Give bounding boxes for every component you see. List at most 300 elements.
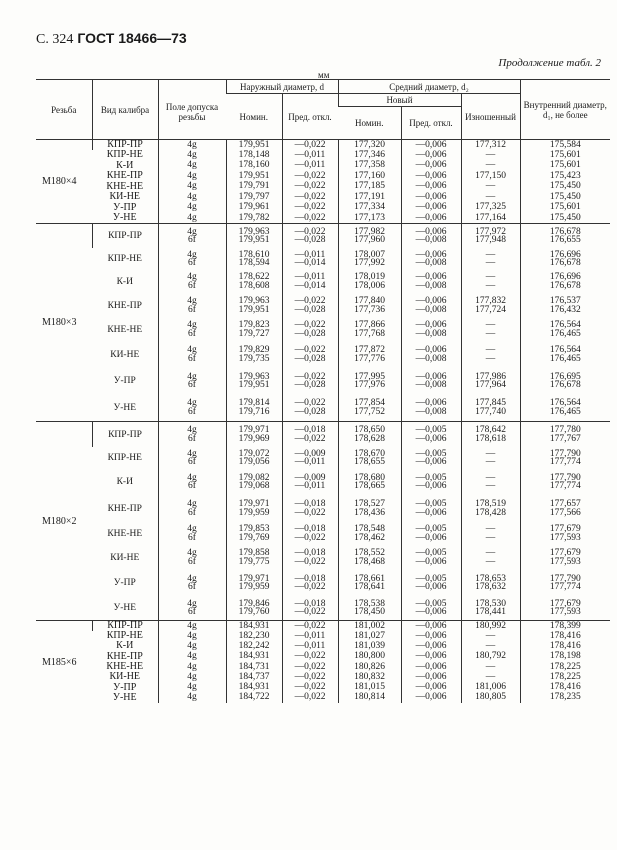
cell-value: 6f (188, 280, 196, 291)
value-cell-d2 (338, 182, 401, 193)
value-cell-d2 (338, 140, 401, 151)
cell-value: —0,022 (294, 532, 326, 543)
cell-value: 178,632 (475, 582, 506, 593)
cell-value: 179,716 (238, 406, 270, 417)
value-cell-tol (158, 150, 226, 161)
value-cell-dd (282, 447, 338, 470)
gauge-type-cell: К-И (116, 159, 134, 171)
value-cell-d2 (338, 271, 401, 294)
cell-value: —0,006 (415, 641, 447, 651)
cell-value: 178,665 (354, 481, 385, 492)
value-cell-d1 (520, 545, 610, 571)
value-cell-d2d (401, 470, 461, 496)
cell-value: 179,782 (238, 212, 270, 223)
gauge-type-cell: К-И (116, 640, 134, 652)
cell-value: 178,653 (475, 573, 506, 584)
cell-value: 177,866 (354, 320, 385, 331)
cell-value: 177,774 (549, 582, 581, 593)
cell-value: 4g (187, 139, 197, 150)
cell-value: 177,320 (354, 139, 385, 150)
cell-value: —0,011 (294, 630, 326, 641)
value-cell-d (226, 495, 282, 523)
cell-value: 4g (187, 651, 197, 662)
gauge-type-cell: КНЕ-НЕ (107, 324, 143, 335)
cell-value: —0,011 (294, 272, 326, 283)
cell-value: 177,679 (549, 548, 581, 559)
gauge-type-cell: К-И (116, 276, 133, 287)
value-cell-worn (461, 394, 520, 422)
value-cell-d (226, 161, 282, 172)
table-row (36, 271, 610, 294)
cell-value: 178,468 (354, 556, 385, 567)
cell-value: 176,564 (549, 398, 581, 408)
value-cell-d2 (338, 224, 401, 249)
cell-value: 177,679 (549, 524, 581, 535)
header-new: Новый (338, 94, 461, 107)
gauge-type-cell: КНЕ-ПР (107, 300, 142, 311)
cell-value: 177,312 (475, 139, 506, 150)
value-cell-d2d (401, 641, 461, 651)
gauge-type-cell: КПР-НЕ (107, 254, 142, 265)
value-cell-tol (158, 495, 226, 523)
cell-value: 181,002 (354, 620, 385, 631)
cell-value: 177,768 (354, 328, 385, 339)
cell-value: 6f (188, 481, 196, 492)
cell-value: 178,527 (354, 499, 385, 510)
cell-value: 179,959 (238, 507, 270, 518)
value-cell-d (226, 369, 282, 395)
gauge-type-cell: КИ-НЕ (109, 191, 141, 203)
value-cell-worn (461, 422, 520, 448)
value-cell-dd (282, 224, 338, 249)
cell-value: 4g (187, 472, 197, 483)
table-row (36, 672, 610, 682)
value-cell-d2 (338, 470, 401, 496)
cell-value: 177,679 (549, 598, 581, 609)
table-row (36, 693, 610, 703)
value-cell-d1 (520, 447, 610, 470)
cell-value: —0,005 (415, 499, 447, 510)
gauge-type-cell: КНЕ-ПР (106, 650, 143, 662)
value-cell-tol (158, 447, 226, 470)
cell-value: 177,986 (475, 371, 506, 382)
cell-value: — (485, 630, 496, 641)
gauge-type-cell: КПР-НЕ (106, 149, 143, 161)
cell-value: 180,792 (475, 651, 506, 662)
cell-value: —0,008 (415, 304, 447, 315)
cell-value: —0,006 (415, 651, 447, 662)
thread-designation: М180×3 (36, 224, 92, 422)
cell-value: —0,005 (415, 472, 447, 483)
cell-value: 4g (187, 149, 197, 160)
cell-value: 4g (187, 212, 197, 223)
cell-value: 177,173 (354, 212, 385, 223)
cell-value: 179,963 (238, 371, 270, 382)
cell-value: 6f (188, 235, 196, 245)
cell-value: 177,740 (475, 406, 506, 417)
cell-value: —0,005 (415, 598, 447, 609)
header-gauge-type: Вид калибра (92, 80, 158, 140)
cell-value: 176,564 (549, 345, 581, 356)
gauge-type-cell: КНЕ-НЕ (107, 528, 143, 539)
cell-value: 4g (187, 548, 197, 559)
gauge-type-cell: У-ПР (113, 201, 137, 213)
value-cell-d (226, 140, 282, 151)
value-cell-d (226, 672, 282, 682)
cell-value: 177,593 (549, 556, 581, 567)
units-label: мм (318, 70, 330, 80)
cell-value: 6f (188, 607, 196, 617)
cell-value: 6f (188, 353, 196, 364)
value-cell-d2d (401, 394, 461, 422)
value-cell-d1 (520, 213, 610, 224)
cell-value: 178,594 (238, 258, 270, 269)
header-mean-nominal: Номин. (338, 107, 401, 140)
cell-value: 179,963 (238, 296, 270, 307)
cell-value: 4g (187, 692, 197, 703)
value-cell-dd (282, 662, 338, 672)
value-cell-d2 (338, 631, 401, 641)
value-cell-d1 (520, 369, 610, 395)
cell-value: —0,022 (294, 320, 326, 331)
value-cell-tol (158, 248, 226, 271)
value-cell-d2d (401, 571, 461, 597)
cell-value: 176,696 (549, 249, 581, 260)
value-cell-d2 (338, 369, 401, 395)
value-cell-d (226, 224, 282, 249)
cell-value: —0,011 (294, 160, 326, 171)
value-cell-d2 (338, 394, 401, 422)
cell-value: —0,006 (415, 212, 447, 223)
value-cell-d2d (401, 140, 461, 151)
cell-value: 4g (187, 630, 197, 641)
value-cell-d2d (401, 662, 461, 672)
cell-value: —0,005 (415, 548, 447, 559)
value-cell-worn (461, 682, 520, 692)
header-inner-diameter: Внутренний диаметр, d₁, не более (520, 80, 610, 140)
value-cell-d2d (401, 182, 461, 193)
cell-value: — (485, 448, 496, 459)
cell-value: 179,959 (238, 582, 270, 593)
cell-value: —0,018 (294, 499, 326, 510)
cell-value: —0,022 (294, 661, 326, 672)
cell-value: 177,325 (475, 202, 506, 213)
cell-value: —0,006 (415, 320, 447, 331)
value-cell-d (226, 523, 282, 546)
value-cell-tol (158, 631, 226, 641)
cell-value: 178,462 (354, 532, 385, 543)
cell-value: —0,022 (294, 556, 326, 567)
value-cell-worn (461, 271, 520, 294)
cell-value: 182,242 (238, 641, 270, 651)
value-cell-tol (158, 271, 226, 294)
cell-value: —0,022 (294, 226, 326, 237)
value-cell-dd (282, 571, 338, 597)
cell-value: — (485, 671, 496, 682)
cell-value: 176,432 (549, 304, 581, 315)
cell-value: 178,628 (354, 433, 385, 444)
value-cell-d2 (338, 341, 401, 369)
cell-value: 4g (187, 524, 197, 535)
cell-value: 179,082 (238, 472, 270, 483)
value-cell-dd (282, 248, 338, 271)
value-cell-d (226, 652, 282, 662)
value-cell-tol (158, 394, 226, 422)
value-cell-worn (461, 248, 520, 271)
table-row (36, 293, 610, 319)
value-cell-tol (158, 213, 226, 224)
value-cell-d2d (401, 495, 461, 523)
cell-value: — (485, 548, 496, 559)
value-cell-dd (282, 319, 338, 342)
gauge-type-cell: КИ-НЕ (109, 671, 141, 683)
cell-value: —0,006 (415, 630, 447, 641)
value-cell-d1 (520, 341, 610, 369)
value-cell-d2 (338, 672, 401, 682)
cell-value: 180,814 (354, 692, 385, 703)
cell-value: 179,760 (238, 607, 270, 617)
cell-value: 181,039 (354, 641, 385, 651)
cell-value: 178,007 (354, 249, 385, 260)
cell-value: 179,797 (238, 191, 270, 202)
cell-value: —0,009 (294, 448, 326, 459)
header-tolerance: Поле допуска резьбы (158, 80, 226, 140)
cell-value: 178,006 (354, 280, 385, 291)
header-outer-nominal: Номин. (226, 94, 282, 140)
value-cell-d2 (338, 545, 401, 571)
cell-value: 179,846 (238, 598, 270, 609)
value-cell-d2d (401, 213, 461, 224)
cell-value: 175,584 (549, 139, 581, 150)
value-cell-d2 (338, 422, 401, 448)
header-worn: Изношенный (461, 94, 520, 140)
value-cell-d2d (401, 693, 461, 703)
cell-value: 4g (187, 249, 197, 260)
value-cell-worn (461, 224, 520, 249)
gauge-type-cell: У-ПР (113, 376, 136, 387)
gauge-type-cell: К-И (116, 477, 133, 488)
cell-value: 177,832 (475, 296, 506, 307)
gauge-type-cell: У-НЕ (112, 212, 137, 223)
cell-value: 175,601 (549, 202, 581, 213)
cell-value: —0,028 (294, 328, 326, 339)
cell-value: 178,160 (238, 160, 270, 171)
value-cell-d1 (520, 571, 610, 597)
value-cell-d (226, 192, 282, 203)
cell-value: — (485, 524, 496, 535)
cell-value: 177,185 (354, 181, 385, 192)
cell-value: —0,006 (415, 191, 447, 202)
value-cell-d1 (520, 192, 610, 203)
cell-value: 177,724 (475, 304, 506, 315)
cell-value: — (485, 641, 496, 651)
value-cell-dd (282, 271, 338, 294)
value-cell-tol (158, 182, 226, 193)
cell-value: 177,840 (354, 296, 385, 307)
value-cell-dd (282, 394, 338, 422)
cell-value: 177,334 (354, 202, 385, 213)
gauge-type-cell: КПР-НЕ (106, 630, 143, 642)
header-outer-deviation: Пред. откл. (282, 94, 338, 140)
table-row (36, 171, 610, 182)
value-cell-dd (282, 161, 338, 172)
cell-value: —0,028 (294, 380, 326, 391)
cell-value: 180,826 (354, 661, 385, 672)
cell-value: —0,005 (415, 448, 447, 459)
cell-value: —0,011 (294, 149, 326, 160)
value-cell-d (226, 596, 282, 621)
cell-value: 178,661 (354, 573, 385, 584)
cell-value: —0,005 (415, 524, 447, 535)
cell-value: 176,696 (549, 272, 581, 283)
value-cell-d (226, 447, 282, 470)
cell-value: 4g (187, 620, 197, 631)
gauge-type-cell: КПР-ПР (92, 621, 158, 632)
cell-value: 181,006 (475, 682, 506, 693)
cell-value: —0,006 (415, 170, 447, 181)
value-cell-d2 (338, 319, 401, 342)
cell-value: 6f (188, 380, 196, 391)
cell-value: —0,028 (294, 235, 326, 245)
cell-value: —0,006 (415, 661, 447, 672)
cell-value: —0,006 (415, 202, 447, 213)
cell-value: —0,008 (415, 235, 447, 245)
value-cell-d1 (520, 662, 610, 672)
value-cell-dd (282, 495, 338, 523)
value-cell-d2 (338, 293, 401, 319)
value-cell-dd (282, 621, 338, 632)
cell-value: —0,022 (294, 671, 326, 682)
value-cell-d2 (338, 652, 401, 662)
value-cell-worn (461, 369, 520, 395)
value-cell-d (226, 213, 282, 224)
value-cell-worn (461, 293, 520, 319)
cell-value: —0,006 (415, 556, 447, 567)
cell-value: 4g (187, 398, 197, 408)
value-cell-d1 (520, 224, 610, 249)
table-row (36, 523, 610, 546)
value-cell-d2d (401, 523, 461, 546)
cell-value: 177,752 (354, 406, 385, 417)
cell-value: 179,791 (238, 181, 270, 192)
thread-designation: М180×2 (36, 422, 92, 621)
cell-value: 175,450 (549, 191, 581, 202)
table-continuation-label: Продолжение табл. 2 (498, 57, 601, 69)
value-cell-d1 (520, 271, 610, 294)
cell-value: — (485, 556, 496, 567)
value-cell-d2 (338, 171, 401, 182)
cell-value: 177,854 (354, 398, 385, 408)
gauge-dimensions-table (36, 79, 610, 703)
value-cell-dd (282, 171, 338, 182)
cell-value: 180,805 (475, 692, 506, 703)
cell-value: —0,006 (415, 272, 447, 283)
cell-value: 4g (187, 202, 197, 213)
cell-value: 176,465 (549, 406, 581, 417)
value-cell-d2d (401, 203, 461, 214)
cell-value: — (485, 472, 496, 483)
cell-value: —0,022 (294, 682, 326, 693)
table-row (36, 224, 610, 249)
cell-value: 178,441 (475, 607, 506, 617)
cell-value: 177,995 (354, 371, 385, 382)
table-row (36, 422, 610, 448)
value-cell-d2d (401, 293, 461, 319)
value-cell-d1 (520, 150, 610, 161)
value-cell-d (226, 682, 282, 692)
cell-value: 181,015 (354, 682, 385, 693)
value-cell-tol (158, 571, 226, 597)
cell-value: —0,022 (294, 191, 326, 202)
header-thread: Резьба (36, 80, 92, 140)
table-row (36, 495, 610, 523)
cell-value: 6f (188, 507, 196, 518)
value-cell-worn (461, 596, 520, 621)
cell-value: — (485, 457, 496, 468)
value-cell-worn (461, 631, 520, 641)
cell-value: 175,601 (549, 160, 581, 171)
value-cell-d2 (338, 662, 401, 672)
table-row (36, 545, 610, 571)
gauge-type-cell: КНЕ-НЕ (106, 180, 144, 192)
cell-value: —0,006 (415, 226, 447, 237)
cell-value: 4g (187, 598, 197, 609)
cell-value: —0,028 (294, 304, 326, 315)
cell-value: — (485, 353, 496, 364)
cell-value: 176,465 (549, 328, 581, 339)
cell-value: —0,006 (415, 398, 447, 408)
cell-value: 176,655 (549, 235, 581, 245)
cell-value: —0,022 (294, 202, 326, 213)
value-cell-worn (461, 672, 520, 682)
gauge-type-cell: КНЕ-ПР (107, 503, 142, 514)
cell-value: 4g (187, 296, 197, 307)
cell-value: —0,006 (415, 692, 447, 703)
value-cell-d1 (520, 631, 610, 641)
cell-value: 175,601 (549, 149, 581, 160)
value-cell-d (226, 641, 282, 651)
header-outer-diameter: Наружный диаметр, d (226, 80, 338, 94)
value-cell-d2d (401, 672, 461, 682)
value-cell-d (226, 271, 282, 294)
cell-value: —0,022 (294, 620, 326, 631)
thread-designation: М180×4 (36, 140, 92, 224)
value-cell-tol (158, 596, 226, 621)
value-cell-tol (158, 140, 226, 151)
cell-value: 179,829 (238, 345, 270, 356)
cell-value: —0,022 (294, 398, 326, 408)
cell-value: 4g (187, 661, 197, 672)
value-cell-d1 (520, 693, 610, 703)
cell-value: — (485, 149, 496, 160)
cell-value: 184,931 (238, 682, 270, 693)
cell-value: 176,678 (549, 258, 581, 269)
gauge-type-cell: КПР-ПР (92, 224, 158, 249)
value-cell-d2d (401, 652, 461, 662)
cell-value: —0,028 (294, 406, 326, 417)
cell-value: 178,642 (475, 425, 506, 435)
cell-value: —0,022 (294, 651, 326, 662)
cell-value: —0,022 (294, 139, 326, 150)
cell-value: —0,006 (415, 607, 447, 617)
cell-value: 176,695 (549, 371, 581, 382)
gauge-type-cell: КПР-ПР (92, 422, 158, 448)
cell-value: 179,971 (238, 573, 270, 584)
value-cell-d (226, 571, 282, 597)
cell-value: 184,931 (238, 620, 270, 631)
value-cell-dd (282, 293, 338, 319)
value-cell-worn (461, 652, 520, 662)
